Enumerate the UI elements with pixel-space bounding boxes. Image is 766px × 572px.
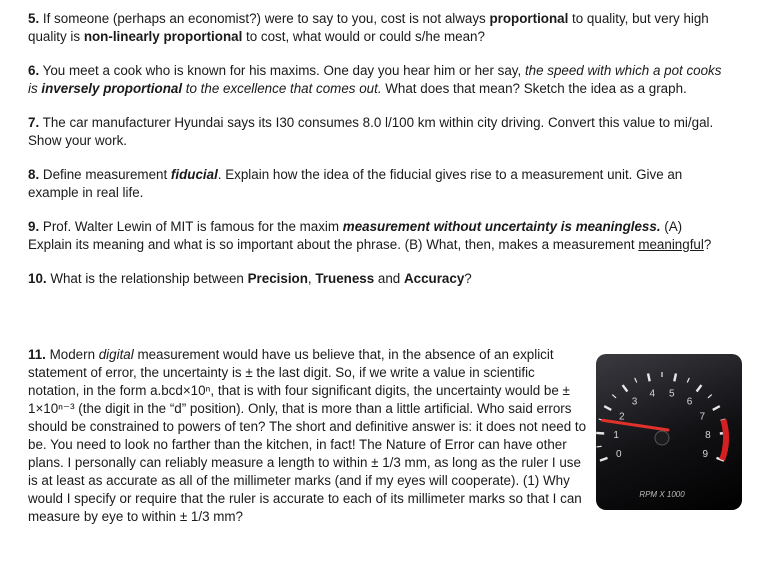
- text-run: to cost, what would or could s/he mean?: [242, 29, 485, 44]
- question-8: [28, 166, 728, 202]
- question-6: [28, 62, 728, 98]
- text-run: and: [374, 271, 404, 286]
- major-tick: [623, 385, 628, 391]
- text-run: ,: [307, 271, 316, 286]
- question-8-text: [28, 166, 728, 202]
- text-run: (A) Explain its meaning and what is so important about the phrase. (B) What, then, makes a measurement: [28, 219, 683, 252]
- italic-term: digital: [98, 347, 134, 362]
- text-run: . Explain how the idea of the fiducial gives rise to a measurement unit. Give an example in real life.: [28, 167, 683, 200]
- text-run: What does that mean? Sketch the idea as a graph.: [381, 81, 687, 96]
- minor-tick: [597, 446, 602, 447]
- question-number: 9.: [28, 219, 40, 234]
- text-run: What is the relationship between: [46, 271, 248, 286]
- question-5-text: [28, 10, 728, 46]
- text-run: ?: [464, 271, 472, 286]
- minor-tick: [612, 395, 616, 398]
- rpm-number-label: 3: [631, 396, 638, 408]
- question-10: [28, 270, 728, 288]
- bold-term: proportional: [489, 11, 569, 26]
- gauge-needle: [603, 420, 668, 430]
- question-11-text: [28, 346, 588, 526]
- bold-italic-term: fiducial: [170, 167, 218, 182]
- question-number: 11.: [28, 347, 46, 362]
- major-tick: [600, 458, 608, 461]
- minor-tick: [635, 378, 637, 383]
- bold-italic-term: measurement without uncertainty is meaningless.: [342, 219, 661, 234]
- question-6-text: [28, 62, 728, 98]
- question-5: [28, 10, 728, 46]
- rpm-number-label: 8: [705, 429, 711, 441]
- question-11: [28, 346, 588, 526]
- italic-phrase: to the excellence that comes out.: [182, 81, 382, 96]
- major-tick: [697, 385, 702, 391]
- question-10-text: [28, 270, 728, 288]
- rpm-number-label: 2: [618, 411, 625, 423]
- text-run: to quality, but very high quality is: [28, 11, 709, 44]
- rpm-number-label: 4: [649, 388, 656, 400]
- bold-italic-term: inversely proportional: [41, 81, 183, 96]
- underlined-term: meaningful: [638, 237, 704, 252]
- rpm-number-label: 9: [702, 449, 709, 461]
- text-run: You meet a cook who is known for his maxims. One day you hear him or her say,: [39, 63, 525, 78]
- questions-list: [28, 10, 728, 304]
- rpm-number-label: 7: [699, 411, 706, 423]
- text-run: ?: [703, 237, 712, 252]
- major-tick: [713, 406, 720, 410]
- bold-term: non-linearly proportional: [83, 29, 243, 44]
- needle-hub: [655, 431, 669, 445]
- text-run: If someone (perhaps an economist?) were to say to you, cost is not always: [39, 11, 490, 26]
- minor-tick: [687, 378, 689, 383]
- question-number: 7.: [28, 115, 40, 130]
- question-number: 8.: [28, 167, 40, 182]
- rpm-number-label: 1: [613, 429, 619, 441]
- rpm-number-label: 6: [686, 396, 693, 408]
- text-run: measurement would have us believe that, in the absence of an explicit statement of error, the uncertainty is ± the last digit. So, if we write a value in scientific notation, in the form a.bcd×10ⁿ, that is with four significant digits, the uncertainty would be ± 1×10ⁿ⁻³ (the digit in the “d” position). Only, that is more than a little artificial. Who said errors should be constrained to powers of ten? The short and definitive answer is: it does not need to be. You need to look no farther than the kitchen, in fact! The Nature of Error can have other plans. I personally can reliably measure a length to within ± 1/3 mm, as long as the ruler I use is at least as accurate as all of the millimeter marks (and if my eyes will cooperate). (1) Why would I specify or require that the ruler is accurate to each of its millimeter marks so that I can measure by eye to within ± 1/3 mm?: [28, 347, 587, 524]
- major-tick: [604, 406, 611, 410]
- rpm-number-label: 0: [615, 449, 622, 461]
- text-run: Define measurement: [39, 167, 171, 182]
- redline-zone: [722, 420, 726, 460]
- bold-term: Trueness: [315, 271, 375, 286]
- text-run: The car manufacturer Hyundai says its I30 consumes 8.0 l/100 km within city driving. Convert this value to mi/gal. Show your work.: [28, 115, 714, 148]
- rpm-unit-label: RPM X 1000: [639, 490, 685, 499]
- bold-term: Precision: [247, 271, 308, 286]
- question-number: 5.: [28, 11, 40, 26]
- tachometer-image: [596, 354, 742, 510]
- question-number: 10.: [28, 271, 47, 286]
- question-7: [28, 114, 728, 150]
- major-tick: [648, 373, 650, 381]
- question-9-text: [28, 218, 728, 254]
- question-7-text: [28, 114, 728, 150]
- question-9: [28, 218, 728, 254]
- major-tick: [596, 433, 604, 434]
- question-number: 6.: [28, 63, 40, 78]
- text-run: Modern: [45, 347, 99, 362]
- italic-phrase: the speed with which a pot cooks is: [28, 63, 722, 96]
- rpm-number-label: 5: [668, 388, 675, 400]
- text-run: Prof. Walter Lewin of MIT is famous for the maxim: [39, 219, 343, 234]
- bold-term: Accuracy: [403, 271, 465, 286]
- major-tick: [674, 373, 676, 381]
- minor-tick: [708, 395, 712, 398]
- tachometer-dial: [596, 354, 742, 510]
